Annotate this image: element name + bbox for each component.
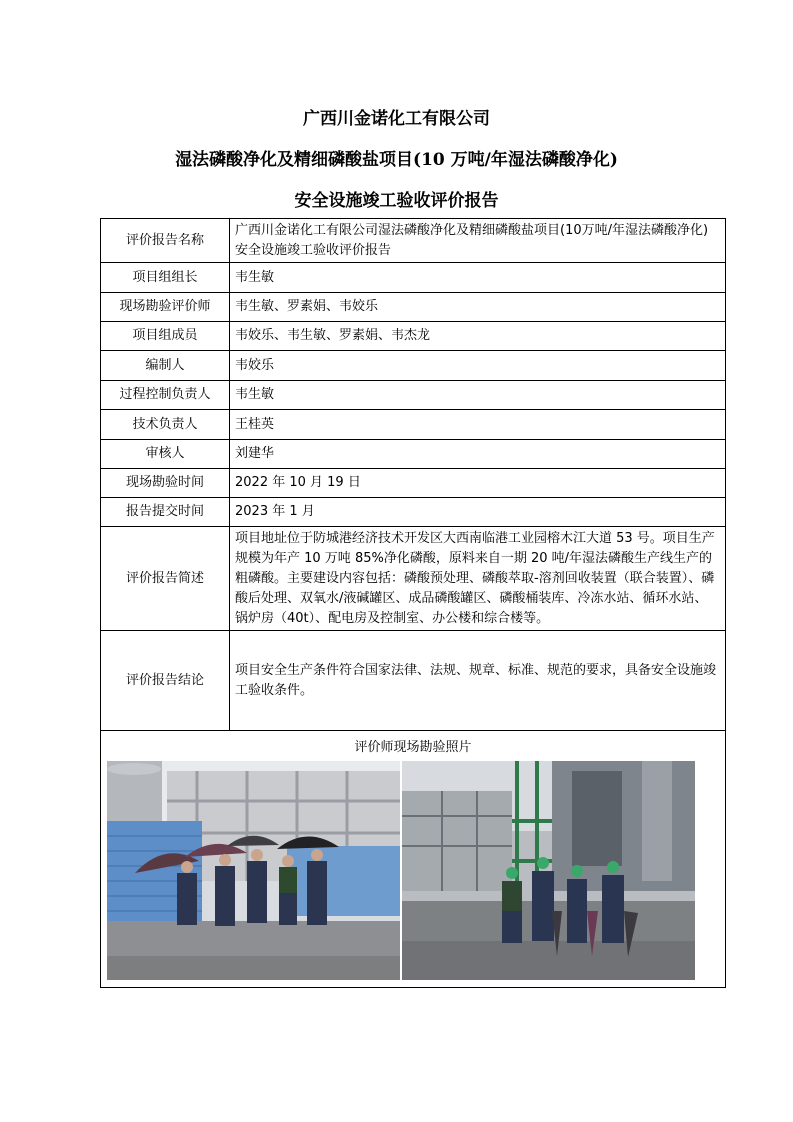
table-row [101, 381, 726, 410]
table-row [101, 351, 726, 381]
table-row [101, 440, 726, 469]
table-row [101, 631, 726, 731]
row-label: 报告提交时间 [101, 498, 230, 527]
table-row [101, 731, 726, 988]
row-label: 项目组成员 [101, 322, 230, 351]
reviewer-value: 刘建华 [230, 440, 726, 469]
table-row [101, 469, 726, 498]
project-title: 湿法磷酸净化及精细磷酸盐项目(10 万吨/年湿法磷酸净化) [175, 150, 618, 170]
row-label: 过程控制负责人 [101, 381, 230, 410]
table-row [101, 293, 726, 322]
table-row [101, 219, 726, 263]
site-survey-date-value: 2022 年 10 月 19 日 [230, 469, 726, 498]
report-name-value: 广西川金诺化工有限公司湿法磷酸净化及精细磷酸盐项目(10万吨/年湿法磷酸净化)安全设施竣工验收评价报告 [230, 219, 726, 263]
site-photo-1-image [107, 761, 400, 980]
technical-lead-value: 王桂英 [230, 410, 726, 440]
table-row [101, 410, 726, 440]
report-conclusion-value: 项目安全生产条件符合国家法律、法规、规章、标准、规范的要求，具备安全设施竣工验收条件。 [230, 631, 726, 731]
row-label: 编制人 [101, 351, 230, 381]
photo-section-title: 评价师现场勘验照片 [354, 740, 472, 755]
process-control-value: 韦生敏 [230, 381, 726, 410]
report-info-table [100, 218, 726, 988]
row-label: 项目组组长 [101, 263, 230, 293]
compiler-value: 韦姣乐 [230, 351, 726, 381]
report-summary-value: 项目地址位于防城港经济技术开发区大西南临港工业园榕木江大道 53 号。项目生产规模为年产 10 万吨 85%净化磷酸，原料来自一期 20 吨/年湿法磷酸生产线生产的粗磷酸。主要建设内容包括：磷酸预处理、磷酸萃取-溶剂回收装置（联合装置）、磷酸后处理、双氧水/液碱罐区、成品磷酸罐区、磷酸桶装库、冷冻水站、循环水站、锅炉房（40t）、配电房及控制室、办公楼和综合楼等。 [230, 527, 726, 631]
table-row [101, 498, 726, 527]
team-leader-value: 韦生敏 [230, 263, 726, 293]
row-label: 现场勘验评价师 [101, 293, 230, 322]
row-label: 评价报告简述 [101, 527, 230, 631]
team-members-value: 韦姣乐、韦生敏、罗素娟、韦杰龙 [230, 322, 726, 351]
submission-date-value: 2023 年 1 月 [230, 498, 726, 527]
table-row [101, 263, 726, 293]
row-label: 审核人 [101, 440, 230, 469]
row-label: 评价报告名称 [101, 219, 230, 263]
row-label: 技术负责人 [101, 410, 230, 440]
table-row [101, 527, 726, 631]
site-assessors-value: 韦生敏、罗素娟、韦姣乐 [230, 293, 726, 322]
photo-section [101, 731, 726, 988]
site-photo-2 [402, 761, 695, 980]
site-photo-1 [107, 761, 400, 980]
site-photo-2-image [402, 761, 695, 980]
row-label: 评价报告结论 [101, 631, 230, 731]
report-type-title: 安全设施竣工验收评价报告 [294, 191, 499, 211]
table-row [101, 322, 726, 351]
row-label: 现场勘验时间 [101, 469, 230, 498]
company-title: 广西川金诺化工有限公司 [303, 109, 490, 129]
